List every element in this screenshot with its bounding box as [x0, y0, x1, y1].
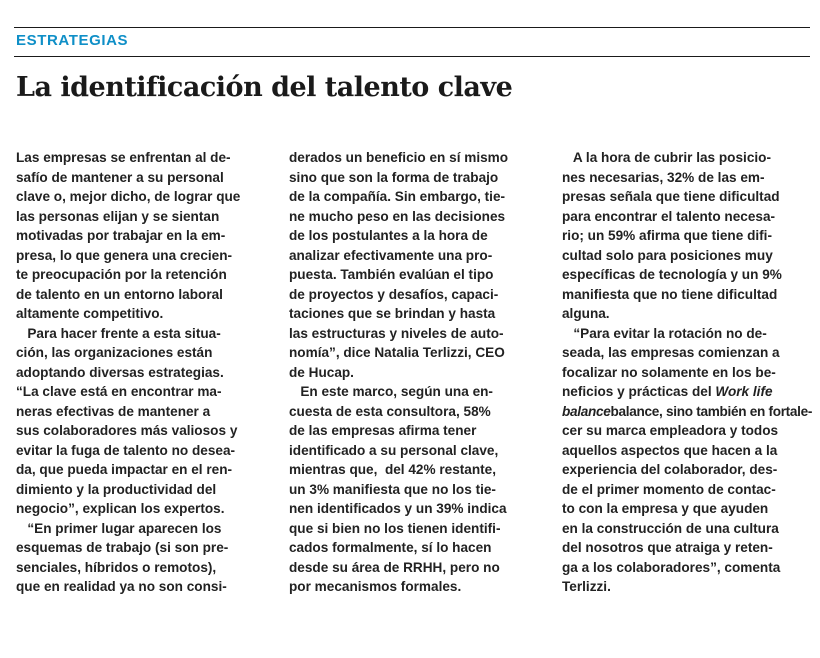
section-rule	[14, 56, 810, 57]
text-line: sino que son la forma de trabajo	[289, 169, 499, 185]
section-tag: ESTRATEGIAS	[16, 32, 129, 49]
text-line: balancebalance, sino también en fortale-	[562, 403, 813, 419]
text-line: Para hacer frente a esta situa-	[16, 325, 221, 341]
article-column-3	[562, 148, 814, 597]
text-line: por mecanismos formales.	[289, 579, 462, 594]
text-line: presa, lo que genera una crecien-	[16, 247, 233, 263]
text-line: de el primer momento de contac-	[562, 481, 776, 497]
text-line: to con la empresa y que ayuden	[562, 501, 769, 516]
text-line: clave o, mejor dicho, de lograr que	[16, 189, 241, 204]
text-line: manifiesta que no tiene dificultad	[562, 286, 778, 302]
text-line: “En primer lugar aparecen los	[16, 520, 222, 536]
text-line: motivadas por trabajar en la em-	[16, 228, 226, 243]
article-column-1	[16, 148, 274, 597]
text-line: las personas elijan y se sientan	[16, 208, 220, 224]
text-line: nes necesarias, 32% de las em-	[562, 169, 765, 185]
text-line: cer su marca empleadora y todos	[562, 423, 779, 438]
text-line: para encontrar el talento necesa-	[562, 208, 776, 224]
text-line: mientras que, del 42% restante,	[289, 462, 497, 477]
text-line: ción, las organizaciones están	[16, 345, 213, 360]
text-line: ga a los colaboradores”, comenta	[562, 559, 781, 575]
italic-phrase: Work life	[715, 384, 773, 399]
text-line: negocio”, explican los expertos.	[16, 501, 225, 516]
text-line: da, que pueda impactar en el ren-	[16, 462, 233, 477]
text-line: taciones que se brindan y hasta	[289, 306, 496, 321]
text-line: neficios y prácticas del Work life	[562, 384, 773, 399]
text-line: focalizar no solamente en los be-	[562, 364, 776, 380]
article-column-2	[289, 148, 547, 597]
text-line: seada, las empresas comienzan a	[562, 345, 780, 360]
text-line: de las empresas afirma tener	[289, 423, 477, 438]
text-line: cados formalmente, sí lo hacen	[289, 540, 492, 555]
italic-phrase: balance	[562, 403, 611, 419]
text-line: esquemas de trabajo (si son pre-	[16, 540, 229, 555]
text-line: adoptando diversas estrategias.	[16, 364, 224, 380]
text-line: derados un beneficio en sí mismo	[289, 150, 509, 165]
text-line: desde su área de RRHH, pero no	[289, 559, 500, 575]
text-line: altamente competitivo.	[16, 306, 164, 321]
text-line: las estructuras y niveles de auto-	[289, 325, 504, 341]
text-line: Terlizzi.	[562, 579, 611, 594]
text-line: del nosotros que atraiga y reten-	[562, 540, 773, 555]
text-line: En este marco, según una en-	[289, 384, 493, 399]
top-rule	[14, 27, 810, 28]
text-line: senciales, híbridos o remotos),	[16, 559, 217, 575]
text-line: experiencia del colaborador, des-	[562, 462, 778, 477]
text-line: que en realidad ya no son consi-	[16, 579, 227, 594]
text-line: presas señala que tiene dificultad	[562, 189, 780, 204]
text-line: “La clave está en encontrar ma-	[16, 384, 222, 399]
text-line: nen identificados y un 39% indica	[289, 501, 507, 516]
text-line: específicas de tecnología y un 9%	[562, 267, 782, 282]
text-line: safío de mantener a su personal	[16, 169, 224, 185]
text-line: neras efectivas de mantener a	[16, 403, 211, 419]
text-line: nomía”, dice Natalia Terlizzi, CEO	[289, 345, 505, 360]
text-line: identificado a su personal clave,	[289, 442, 499, 458]
text-line: rio; un 59% afirma que tiene difi-	[562, 228, 772, 243]
text-line: ne mucho peso en las decisiones	[289, 208, 506, 224]
text-line: “Para evitar la rotación no de-	[562, 325, 767, 341]
text-line: un 3% manifiesta que no los tie-	[289, 481, 496, 497]
text-line: en la construcción de una cultura	[562, 520, 779, 536]
text-line: A la hora de cubrir las posicio-	[562, 150, 771, 165]
text-line: sus colaboradores más valiosos y	[16, 423, 238, 438]
headline: La identificación del talento clave	[16, 72, 513, 103]
text-line: de talento en un entorno laboral	[16, 286, 223, 302]
text-line: de Hucap.	[289, 364, 354, 380]
text-line: Las empresas se enfrentan al de-	[16, 150, 231, 165]
text-line: evitar la fuga de talento no desea-	[16, 442, 236, 458]
text-line: analizar efectivamente una pro-	[289, 247, 493, 263]
text-line: de la compañía. Sin embargo, tie-	[289, 189, 506, 204]
text-line: te preocupación por la retención	[16, 267, 227, 282]
text-line: aquellos aspectos que hacen a la	[562, 442, 778, 458]
text-line: dimiento y la productividad del	[16, 481, 217, 497]
text-line: de proyectos y desafíos, capaci-	[289, 286, 499, 302]
text-line: cuesta de esta consultora, 58%	[289, 403, 491, 419]
text-line: alguna.	[562, 306, 610, 321]
text-line: puesta. También evalúan el tipo	[289, 267, 494, 282]
text-line: cultad solo para posiciones muy	[562, 247, 773, 263]
text-line: que si bien no los tienen identifi-	[289, 520, 501, 536]
text-line: de los postulantes a la hora de	[289, 228, 488, 243]
